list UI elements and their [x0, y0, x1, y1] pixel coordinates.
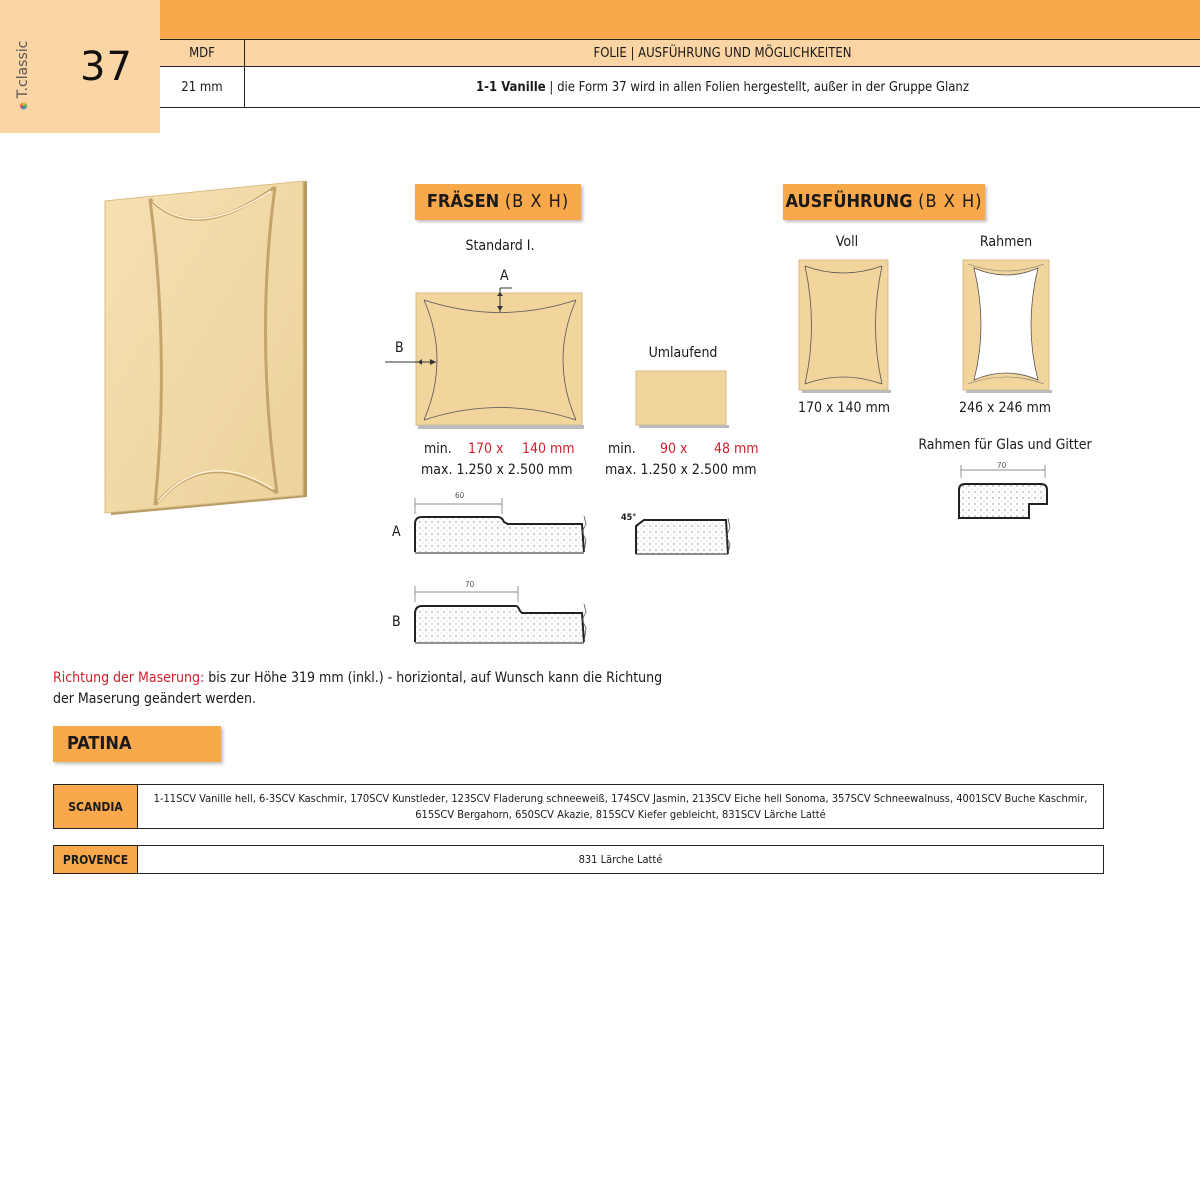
patina-value-provence: 831 Lärche Latté: [578, 852, 663, 866]
patina-label-scandia: SCANDIA: [54, 785, 138, 828]
glass-frame-label: Rahmen für Glas und Gitter: [918, 437, 1092, 453]
ausfuehrung-title: AUSFÜHRUNG: [785, 191, 913, 212]
profile-b-label: B: [392, 614, 401, 630]
voll-label: Voll: [835, 234, 859, 250]
umlaufend-label: Umlaufend: [648, 345, 718, 361]
voll-panel-diagram: [796, 258, 894, 394]
patina-row-provence: [53, 845, 1104, 874]
ausfuehrung-tag: [783, 184, 985, 220]
profile-a-dim: 60: [455, 491, 465, 500]
profile-b-dim: 70: [465, 580, 475, 589]
patina-label-provence: PROVENCE: [54, 846, 138, 873]
voll-size: 170 x 140 mm: [797, 400, 891, 416]
rahmen-size: 246 x 246 mm: [958, 400, 1052, 416]
standard-label: Standard I.: [465, 238, 535, 254]
foil-name: 1-1 Vanille: [476, 79, 546, 95]
profile-a-diagram: [412, 490, 592, 560]
profile-a-label: A: [392, 524, 401, 540]
marker-b: B: [395, 340, 404, 356]
standard-max: max. 1.250 x 2.500 mm: [421, 462, 573, 478]
col-foil-header: FOLIE | AUSFÜHRUNG UND MÖGLICHKEITEN: [245, 40, 1200, 67]
grain-note-label: Richtung der Maserung:: [53, 670, 205, 686]
foil-description: [245, 67, 1200, 108]
brand-logo: T.classic: [8, 20, 38, 130]
umlaufend-min-label: min.: [608, 441, 636, 457]
fraesen-tag: [415, 184, 581, 220]
profile-45-diagram: [630, 512, 740, 562]
rahmen-panel-diagram: [960, 258, 1055, 394]
thickness-value: 21 mm: [160, 67, 245, 108]
standard-min-height: 140 mm: [522, 441, 575, 457]
glass-frame-dim: 70: [997, 461, 1007, 470]
ausfuehrung-dims: (B X H): [918, 191, 983, 212]
col-material-header: MDF: [160, 40, 245, 67]
patina-value-scandia: 1-11SCV Vanille hell, 6-3SCV Kaschmir, 170SCV Kunstleder, 123SCV Fladerung schneeweiß, 174SCV Jasmin, 213SCV Eiche hell Sonoma, 357SCV Schneewalnuss, 4001SCV Buche Kaschmir, 615SCV Bergahorn, 650SCV Akazie, 815SCV Kiefer gebleicht, 831SCV Lärche Latté: [153, 791, 1088, 821]
umlaufend-panel-diagram: [632, 368, 732, 430]
door-front-image: [95, 175, 315, 520]
spec-table: [160, 39, 1200, 108]
profile-b-diagram: [412, 580, 592, 650]
grain-note-text: bis zur Höhe 319 mm (inkl.) - horiziontal, auf Wunsch kann die Richtung: [204, 670, 663, 686]
patina-row-scandia: [53, 784, 1104, 829]
brand-dot-icon: [20, 102, 27, 109]
umlaufend-min-width: 90 x: [660, 441, 688, 457]
fraesen-title: FRÄSEN: [426, 191, 500, 212]
rahmen-label: Rahmen: [979, 234, 1033, 250]
foil-note: | die Form 37 wird in allen Folien hergestellt, außer in der Gruppe Glanz: [545, 79, 969, 95]
standard-min-width: 170 x: [468, 441, 504, 457]
header-band: [0, 0, 1200, 40]
profile-45-label: 45°: [621, 513, 637, 523]
patina-tag: [53, 726, 221, 762]
fraesen-dims: (B X H): [504, 191, 570, 212]
standard-panel-diagram: [380, 280, 590, 430]
patina-title: PATINA: [67, 733, 132, 754]
model-number: 37: [80, 44, 133, 90]
marker-a: A: [500, 268, 509, 284]
grain-note-text-2: der Maserung geändert werden.: [53, 691, 256, 707]
umlaufend-min-height: 48 mm: [714, 441, 759, 457]
standard-min-label: min.: [424, 441, 452, 457]
umlaufend-max: max. 1.250 x 2.500 mm: [605, 462, 757, 478]
grain-note: [53, 668, 662, 710]
